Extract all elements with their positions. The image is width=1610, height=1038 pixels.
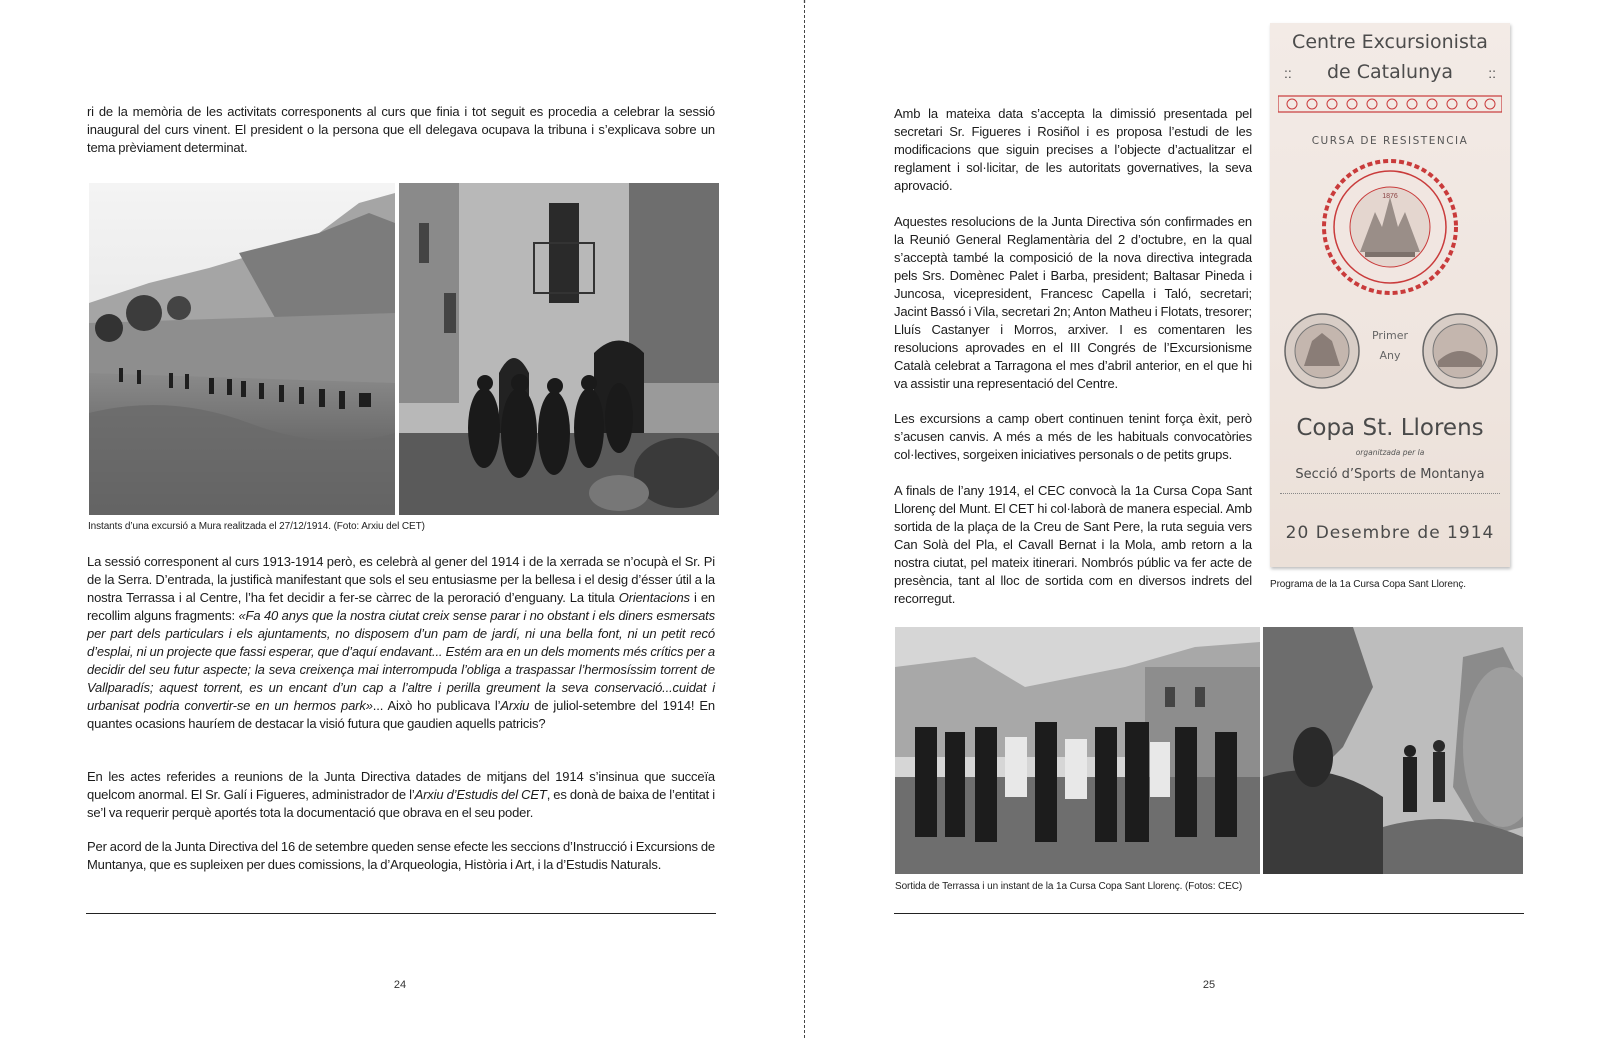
poster-title-line2: de Catalunya bbox=[1326, 61, 1454, 83]
para2-text-a: En les actes referides a reunions de la Junta Directiva datades de mitjans del 1914 s’insinua que succeïa quelcom anormal. El Sr. Galí i Figueres, administrador de l’ bbox=[87, 769, 715, 802]
mura-excursion-photo bbox=[89, 183, 395, 515]
left-footer-rule bbox=[86, 913, 716, 914]
poster-seal-year: 1876 bbox=[1382, 193, 1398, 200]
race-photo-caption: Sortida de Terrassa i un instant de la 1a Cursa Copa Sant Llorenç. (Fotos: CEC) bbox=[895, 881, 1243, 892]
poster-date: 20 Desembre de 1914 bbox=[1285, 523, 1495, 543]
para1-quote: «Fa 40 anys que la nostra ciutat creix sense parar i no obstant i els diners esmersats per part dels particulars i els ajuntaments, no disposem d’un pam de jardí, ni una bella font, ni un petit recó d’esplai, ni un projecte que fassi esperar, que d’aquí endavant... Estém ara en un dels moments més crítics per a decidir del seu futur aspecte; la seva creixença mai interrompuda l’obliga a traspassar l’hermosíssim torrent de Vallparadís; aquest torrent, es un encant d’un cap a l’altre i perilla greument la seva conservació...cuidat i urbanisat podria convertir-se en un hermos park» bbox=[87, 608, 715, 713]
para1-text-g: de juliol-setembre del 1914! En quantes ocasions hauríem de destacar la visió futura que gaudien aquells patricis? bbox=[87, 698, 716, 731]
mura-photo-caption: Instants d’una excursió a Mura realitzada el 27/12/1914. (Foto: Arxiu del CET) bbox=[88, 521, 425, 532]
poster-dots-left: :: bbox=[1284, 65, 1292, 81]
para1-text-e: ... Això ho publicava l’ bbox=[372, 698, 501, 713]
intro-paragraph: ri de la memòria de les activitats corresponents al curs que finia i tot seguit es procedia a celebrar la sessió inaugural del curs vinent. El president o la persona que ell delegava ocupava la tribuna i s’explicava sobre un tema prèviament determinat. bbox=[87, 104, 715, 155]
right-paragraph-3b: A finals de l’any 1914, el CEC convocà la 1a Cursa Copa Sant Llorenç del Munt. El CET hi col·laborà de manera especial. Amb sortida de la plaça de la Creu de Sant Pere, la ruta seguia vers Can Solà del Pla, el Cavall Bernat i la Mola, amb retorn a la nostra ciutat, pel mateix itinerari. Nombrós públic va fer acte de presència, tant al lloc de sortida com en diversos indrets del recorregut. bbox=[894, 483, 1252, 606]
left-paragraph-3: Per acord de la Junta Directiva del 16 de setembre queden sense efecte les seccions d’Instrucció i Excursions de Muntanya, que es supleixen per dues comissions, la d’Arqueologia, Història i Art, i la d’Estudis Naturals. bbox=[87, 839, 715, 872]
poster-caption: Programa de la 1a Cursa Copa Sant Llorenç. bbox=[1270, 579, 1466, 590]
poster-award-line2: Any bbox=[1379, 349, 1401, 362]
poster-subtitle: CURSA DE RESISTENCIA bbox=[1311, 135, 1469, 147]
left-page bbox=[0, 0, 803, 1038]
poster-divider bbox=[1280, 493, 1500, 494]
left-page-number: 24 bbox=[393, 979, 407, 991]
race-start-photo bbox=[895, 627, 1260, 874]
right-page-number: 25 bbox=[1202, 979, 1216, 991]
poster-title-line1: Centre Excursionista bbox=[1292, 31, 1488, 53]
poster-ornament-band bbox=[1278, 95, 1502, 113]
poster-section-name: Secció d’Sports de Montanya bbox=[1295, 467, 1485, 482]
poster-cup-title: Copa St. Llorens bbox=[1296, 415, 1484, 441]
village-street-photo bbox=[399, 183, 719, 515]
para1-title-orientacions: Orientacions bbox=[618, 590, 690, 605]
para1-text-a: La sessió corresponent al curs 1913-1914 però, es celebrà al gener del 1914 i de la xerrada se n’ocupà el Sr. Pi de la Serra. D’entrada, la justificà manifestant que sols el seu entusiasme per la bellesa i el desig d’ésser útil a la nostra Terrassa i al Centre, l’ha fet decidir a fer-se càrrec de la peroració d’enguany. La titula bbox=[87, 554, 715, 605]
poster-award-line1: Primer bbox=[1371, 329, 1409, 342]
poster-seal bbox=[1320, 157, 1460, 297]
left-paragraph-1 bbox=[87, 553, 715, 733]
right-paragraph-1: Amb la mateixa data s’accepta la dimissió presentada pel secretari Sr. Figueres i Rosiñol i es proposa l’estudi de les modificacions que siguin precises a l’objecte d’actualitzar el reglament i sol·licitar, de les autoritats governatives, la seva aprovació. bbox=[894, 106, 1252, 193]
poster-dots-right: :: bbox=[1488, 65, 1496, 81]
right-footer-rule bbox=[894, 913, 1524, 914]
race-runner-photo bbox=[1263, 627, 1523, 874]
para2-arxiu-estudis: Arxiu d’Estudis del CET bbox=[414, 787, 547, 802]
para1-text-c: i en recollim alguns fragments: bbox=[87, 590, 715, 623]
right-paragraph-2: Aquestes resolucions de la Junta Directiva són confirmades en la Reunió General Reglamentària del 2 d’octubre, en la qual s’acceptà també la composició de la nova directiva integrada pels Srs. Domènec Palet i Barba, president; Baltasar Pineda i Juncosa, vicepresident, Francesc Capella i Taló, secretari; Jacint Bassó i Vila, secretari 2n; Anton Matheu i Flotats, tresorer; Lluís Castanyer i Morros, arxiver. I es comentaren les resolucions aprovades en el III Congrés de l’Excursionisme Català celebrat a Tarragona el mes d’abril anterior, en el que hi va assistir una representació del Centre. bbox=[894, 214, 1252, 391]
race-program-poster bbox=[1270, 23, 1510, 567]
para1-arxiu: Arxiu bbox=[500, 698, 530, 713]
poster-organized-by: organitzada per la bbox=[1355, 448, 1425, 457]
left-paragraph-2 bbox=[87, 768, 715, 822]
right-paragraph-3a: Les excursions a camp obert continuen tenint força èxit, però s’acusen canvis. A més a més de les habituals convocatòries col·lectives, sorgeixen iniciatives personals o de petits grups. bbox=[894, 411, 1252, 462]
page-gutter bbox=[804, 0, 805, 1038]
para2-text-c: , es donà de baixa de l’entitat i se’l va requerir perquè aportés tota la documentació que obrava en el seu poder. bbox=[87, 787, 716, 820]
